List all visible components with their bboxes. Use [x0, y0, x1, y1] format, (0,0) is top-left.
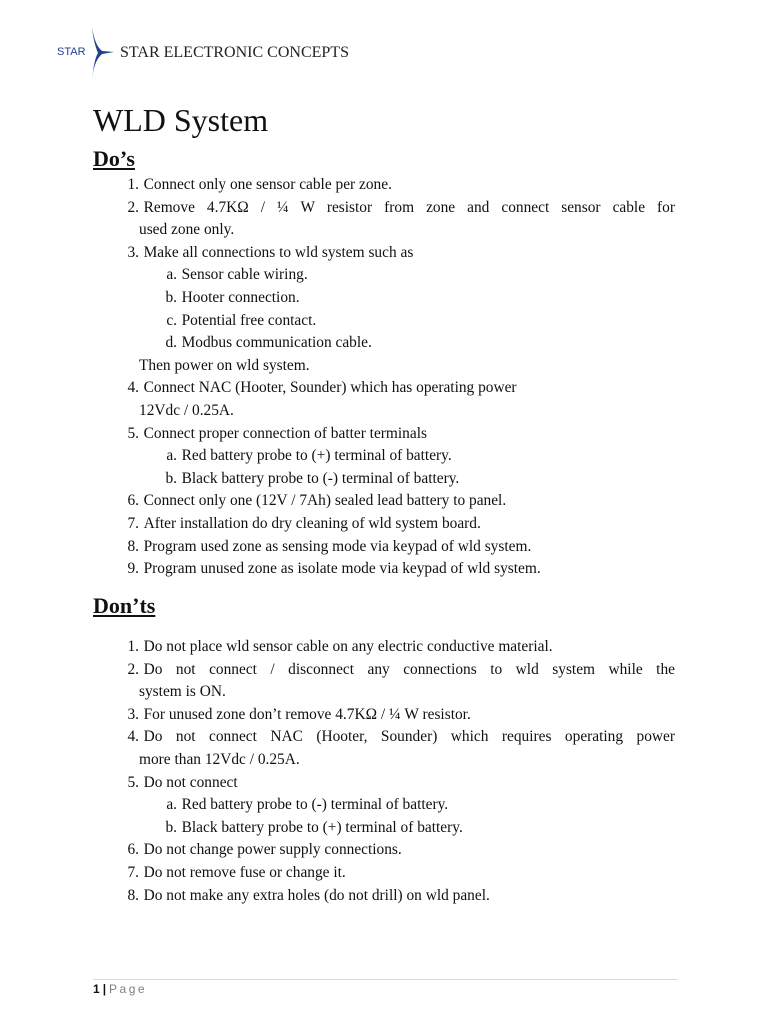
list-item: 5. Connect proper connection of batter terminals — [127, 424, 427, 442]
list-item: 7. After installation do dry cleaning of wld system board. — [127, 514, 481, 532]
list-item: 3. For unused zone don’t remove 4.7KΩ / ¼ W resistor. — [127, 705, 471, 723]
donts-heading: Don’ts — [93, 593, 156, 618]
list-item-continuation: used zone only. — [139, 221, 235, 239]
footer-divider — [93, 979, 678, 980]
sub-list-item: b. Black battery probe to (-) terminal of battery. — [165, 469, 460, 487]
list-item: 2. Remove 4.7KΩ / ¼ W resistor from zone and connect sensor cable for — [127, 198, 675, 216]
list-item: 4. Connect NAC (Hooter, Sounder) which has operating power — [127, 379, 517, 397]
sub-list-item: a. Red battery probe to (-) terminal of battery. — [166, 796, 449, 814]
list-item: 1. Connect only one sensor cable per zone. — [127, 176, 392, 193]
list-item-continuation: Then power on wld system. — [139, 356, 310, 374]
sub-list-item: c. Potential free contact. — [166, 311, 317, 329]
sub-list-item: b. Black battery probe to (+) terminal of battery. — [165, 818, 463, 836]
dos-heading: Do’s — [93, 146, 135, 171]
sub-list-item: b. Hooter connection. — [165, 288, 300, 306]
page-footer — [93, 982, 147, 996]
list-item-continuation: more than 12Vdc / 0.25A. — [139, 750, 300, 768]
list-item-continuation: system is ON. — [139, 683, 226, 701]
sub-list-item: a. Sensor cable wiring. — [166, 266, 308, 284]
list-item: 3. Make all connections to wld system such as — [127, 243, 414, 261]
list-item: 2. Do not connect / disconnect any connections to wld system while the — [127, 660, 675, 678]
logo-swoosh-icon — [92, 28, 114, 81]
donts-list — [93, 636, 675, 907]
list-item: 7. Do not remove fuse or change it. — [127, 863, 346, 881]
list-item: 6. Connect only one (12V / 7Ah) sealed lead battery to panel. — [127, 492, 507, 510]
list-item: 5. Do not connect — [127, 773, 238, 791]
list-item: 6. Do not change power supply connections. — [127, 841, 402, 859]
list-item: 1. Do not place wld sensor cable on any electric conductive material. — [127, 638, 553, 655]
company-name: STAR ELECTRONIC CONCEPTS — [120, 44, 349, 61]
dos-list — [93, 174, 675, 581]
list-item: 8. Program used zone as sensing mode via keypad of wld system. — [127, 537, 532, 555]
sub-list-item: d. Modbus communication cable. — [165, 334, 372, 352]
page-number: 1 — [93, 982, 100, 996]
sub-list-item: a. Red battery probe to (+) terminal of battery. — [166, 447, 452, 465]
list-item: 4. Do not connect NAC (Hooter, Sounder) which requires operating power — [127, 728, 675, 746]
logo-text: STAR — [57, 46, 86, 58]
page-label: Page — [109, 982, 148, 996]
star-logo — [56, 26, 118, 82]
page-separator: | — [102, 982, 107, 996]
list-item: 9. Program unused zone as isolate mode via keypad of wld system. — [127, 560, 541, 578]
list-item: 8. Do not make any extra holes (do not drill) on wld panel. — [127, 886, 490, 904]
document-title: WLD System — [93, 102, 269, 138]
list-item-continuation: 12Vdc / 0.25A. — [139, 401, 234, 419]
